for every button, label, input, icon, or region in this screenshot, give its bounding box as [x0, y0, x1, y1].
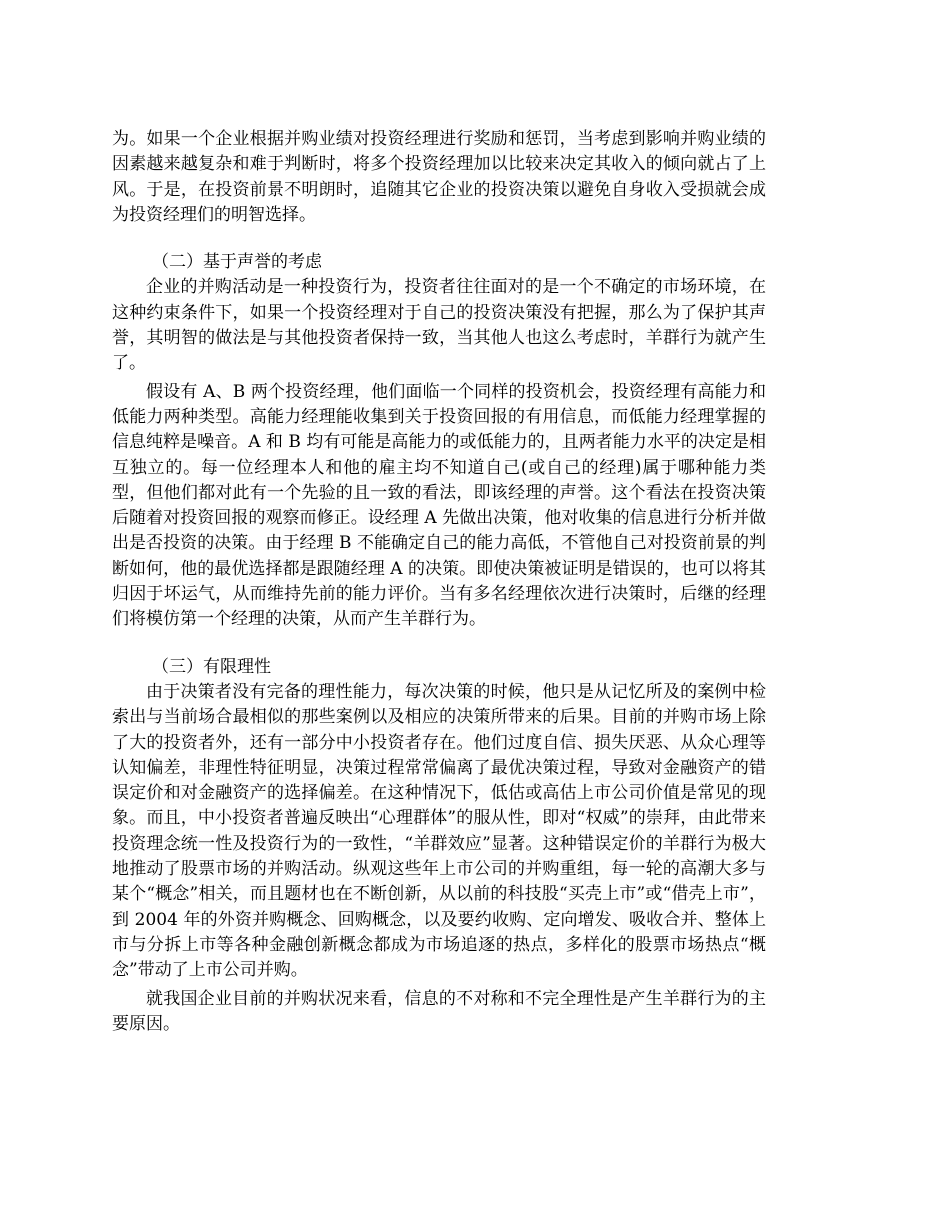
- body-paragraph: 假设有 A、B 两个投资经理，他们面临一个同样的投资机会，投资经理有高能力和低能力两种类型。高能力经理能收集到关于投资回报的有用信息，而低能力经理掌握的信息纯粹是噪音。A 和 B 均有可能是高能力的或低能力的，且两者能力水平的决定是相互独立的。每一位经理本人和他的雇主均不知道自己(或自己的经理)属于哪种能力类型，但他们都对此有一个先验的且一致的看法，即该经理的声誉。这个看法在投资决策后随着对投资回报的观察而修正。设经理 A 先做出决策，他对收集的信息进行分析并做出是否投资的决策。由于经理 B 不能确定自己的能力高低，不管他自己对投资前景的判断如何，他的最优选择都是跟随经理 A 的决策。即使决策被证明是错误的，也可以将其归因于坏运气，从而维持先前的能力评价。当有多名经理依次进行决策时，后继的经理们将模仿第一个经理的决策，从而产生羊群行为。: [112, 381, 766, 630]
- document-page: [112, 127, 766, 1037]
- body-paragraph: 由于决策者没有完备的理性能力，每次决策的时候，他只是从记忆所及的案例中检索出与当前场合最相似的那些案例以及相应的决策所带来的后果。目前的并购市场上除了大的投资者外，还有一部分中小投资者存在。他们过度自信、损失厌恶、从众心理等认知偏差，非理性特征明显，决策过程常常偏离了最优决策过程，导致对金融资产的错误定价和对金融资产的选择偏差。在这种情况下，低估或高估上市公司价值是常见的现象。而且，中小投资者普遍反映出“心理群体”的服从性，即对“权威”的崇拜，由此带来投资理念统一性及投资行为的一致性，“羊群效应”显著。这种错误定价的羊群行为极大地推动了股票市场的并购活动。纵观这些年上市公司的并购重组，每一轮的高潮大多与某个“概念”相关，而且题材也在不断创新，从以前的科技股“买壳上市”或“借壳上市”，到 2004 年的外资并购概念、回购概念，以及要约收购、定向增发、吸收合并、整体上市与分拆上市等各种金融创新概念都成为市场追逐的热点，多样化的股票市场热点“概念”带动了上市公司并购。: [112, 681, 766, 981]
- section-heading-reputation: （二）基于声誉的考虑: [152, 252, 322, 273]
- body-paragraph: 就我国企业目前的并购状况来看，信息的不对称和不完全理性是产生羊群行为的主要原因。: [112, 988, 766, 1034]
- body-paragraph: 为。如果一个企业根据并购业绩对投资经理进行奖励和惩罚，当考虑到影响并购业绩的因素越来越复杂和难于判断时，将多个投资经理加以比较来决定其收入的倾向就占了上风。于是，在投资前景不明朗时，追随其它企业的投资决策以避免自身收入受损就会成为投资经理们的明智选择。: [112, 129, 766, 225]
- section-heading-bounded-rationality: （三）有限理性: [152, 656, 271, 677]
- body-paragraph: 企业的并购活动是一种投资行为，投资者往往面对的是一个不确定的市场环境，在这种约束条件下，如果一个投资经理对于自己的投资决策没有把握，那么为了保护其声誉，其明智的做法是与其他投资者保持一致，当其他人也这么考虑时，羊群行为就产生了。: [112, 277, 766, 374]
